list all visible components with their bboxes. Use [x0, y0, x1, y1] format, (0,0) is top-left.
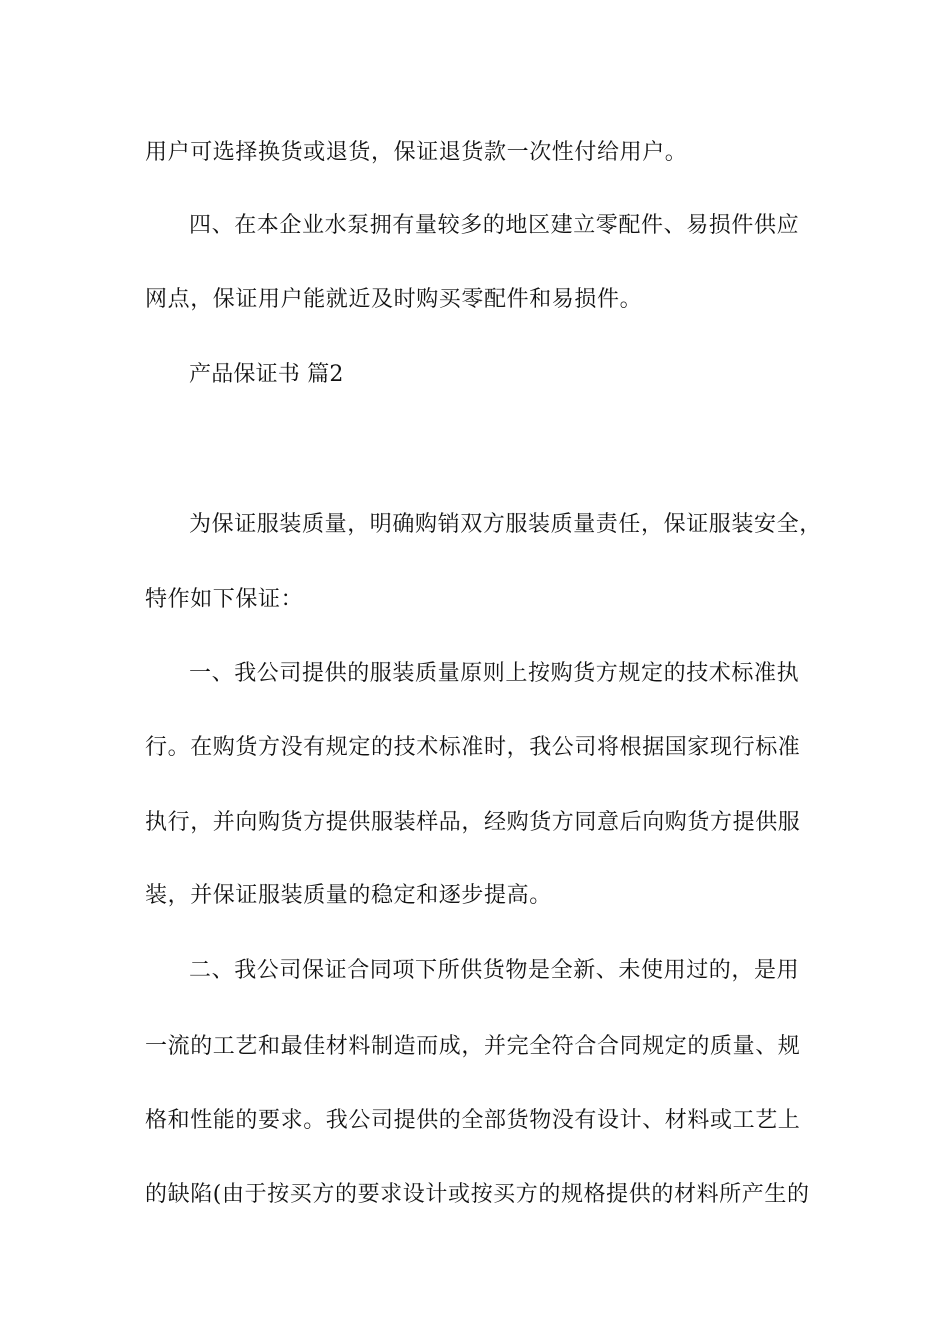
section-heading: 产品保证书 篇2 — [189, 362, 344, 387]
item-1-line-1: 一、我公司提供的服装质量原则上按购货方规定的技术标准执 — [189, 661, 800, 686]
item-1-line-2: 行。在购货方没有规定的技术标准时，我公司将根据国家现行标准 — [145, 735, 801, 760]
item-2-line-4: 的缺陷(由于按买方的要求设计或按买方的规格提供的材料所产生的 — [145, 1182, 810, 1207]
paragraph-line: 用户可选择换货或退货，保证退货款一次性付给用户。 — [145, 140, 688, 165]
paragraph-4-line-2: 网点，保证用户能就近及时购买零配件和易损件。 — [145, 287, 643, 312]
item-2-line-2: 一流的工艺和最佳材料制造而成，并完全符合合同规定的质量、规 — [145, 1034, 801, 1059]
paragraph-4-line-1: 四、在本企业水泵拥有量较多的地区建立零配件、易损件供应 — [189, 213, 800, 238]
item-1-line-3: 执行，并向购货方提供服装样品，经购货方同意后向购货方提供服 — [145, 810, 801, 835]
intro-line-1: 为保证服装质量，明确购销双方服装质量责任，保证服装安全， — [189, 512, 822, 537]
intro-line-2: 特作如下保证： — [145, 587, 304, 612]
item-2-line-1: 二、我公司保证合同项下所供货物是全新、未使用过的，是用 — [189, 958, 800, 983]
item-1-line-4: 装，并保证服装质量的稳定和逐步提高。 — [145, 883, 552, 908]
item-2-line-3: 格和性能的要求。我公司提供的全部货物没有设计、材料或工艺上 — [145, 1108, 801, 1133]
